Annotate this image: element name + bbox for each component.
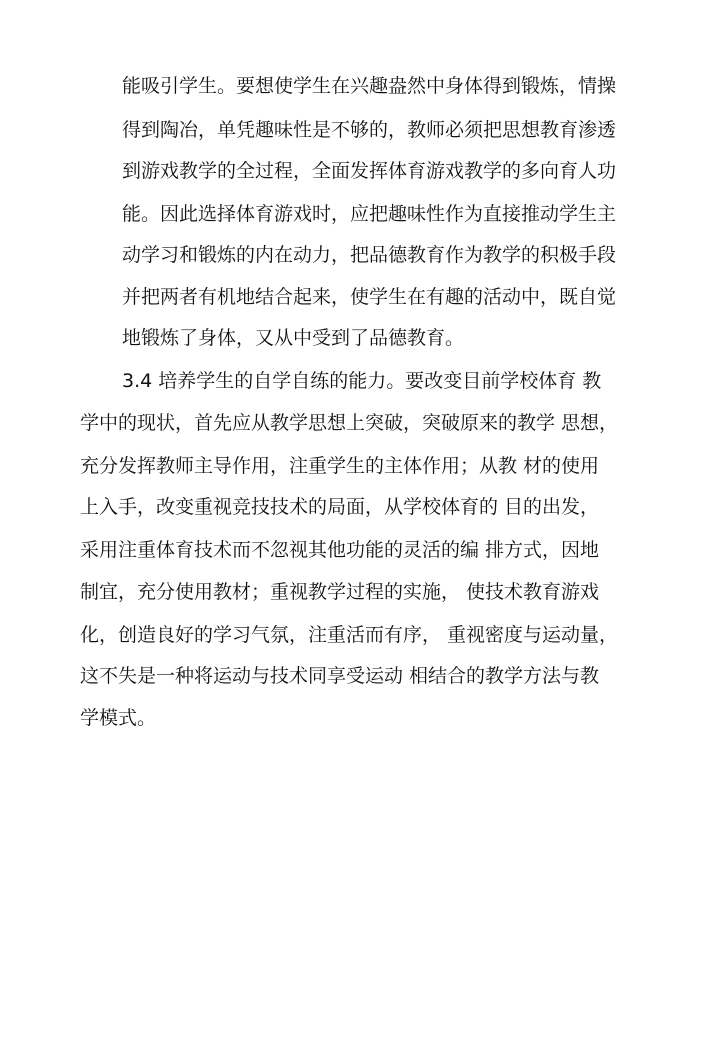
section-heading-line: 3.4 培养学生的自学自练的能力。要改变目前学校体育 教 bbox=[122, 370, 602, 392]
paragraph-line: 得到陶冶，单凭趣味性是不够的，教师必须把思想教育渗透 bbox=[122, 119, 617, 141]
paragraph-line: 能吸引学生。要想使学生在兴趣盎然中身体得到锻炼，情操 bbox=[122, 75, 617, 97]
paragraph-line: 化，创造良好的学习气氛，注重活而有序， 重视密度与运动量， bbox=[80, 624, 619, 646]
paragraph-line: 并把两者有机地结合起来，使学生在有趣的活动中，既自觉 bbox=[122, 286, 617, 308]
paragraph-line: 采用注重体育技术而不忽视其他功能的灵活的编 排方式，因地 bbox=[80, 539, 600, 561]
paragraph-line: 充分发挥教师主导作用，注重学生的主体作用；从教 材的使用 bbox=[80, 455, 600, 477]
paragraph-line: 这不失是一种将运动与技术同享受运动 相结合的教学方法与教 bbox=[80, 665, 600, 687]
paragraph-line: 学模式。 bbox=[80, 707, 157, 729]
paragraph-line: 动学习和锻炼的内在动力，把品德教育作为教学的积极手段 bbox=[122, 244, 617, 266]
paragraph-line: 上入手，改变重视竞技技术的局面，从学校体育的 目的出发， bbox=[80, 496, 600, 518]
paragraph-line: 到游戏教学的全过程，全面发挥体育游戏教学的多向育人功 bbox=[122, 160, 617, 182]
paragraph-line: 能。因此选择体育游戏时，应把趣味性作为直接推动学生主 bbox=[122, 203, 617, 225]
paragraph-line: 学中的现状，首先应从教学思想上突破，突破原来的教学 思想， bbox=[80, 412, 619, 434]
paragraph-line: 地锻炼了身体，又从中受到了品德教育。 bbox=[122, 327, 465, 349]
paragraph-line: 制宜，充分使用教材；重视教学过程的实施， 使技术教育游戏 bbox=[80, 581, 600, 603]
